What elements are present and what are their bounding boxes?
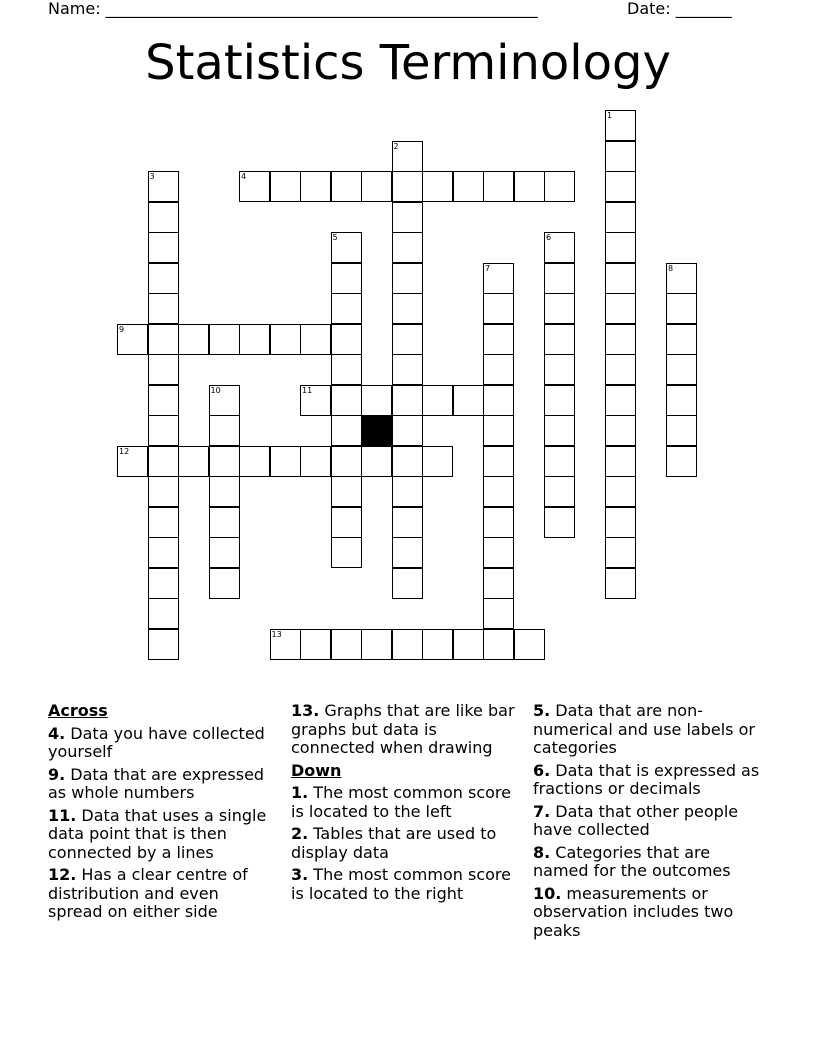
grid-cell[interactable] xyxy=(209,385,240,416)
grid-cell[interactable] xyxy=(331,324,362,355)
grid-cell[interactable] xyxy=(605,263,636,294)
grid-cell[interactable] xyxy=(392,476,423,507)
grid-cell[interactable] xyxy=(483,629,514,660)
grid-cell[interactable] xyxy=(239,324,270,355)
clue-item xyxy=(291,825,523,862)
grid-cell[interactable] xyxy=(422,446,453,477)
grid-cell[interactable] xyxy=(178,324,209,355)
grid-cell[interactable] xyxy=(544,263,575,294)
grid-cell[interactable] xyxy=(300,446,331,477)
grid-cell[interactable] xyxy=(300,385,331,416)
grid-cell[interactable] xyxy=(148,598,179,629)
grid-cell[interactable] xyxy=(148,629,179,660)
grid-cell[interactable] xyxy=(605,476,636,507)
grid-cell[interactable] xyxy=(361,446,392,477)
grid-cell[interactable] xyxy=(483,324,514,355)
grid-cell[interactable] xyxy=(392,568,423,599)
clue-item-number: 13. xyxy=(291,701,320,720)
grid-cell[interactable] xyxy=(453,629,484,660)
grid-cell[interactable] xyxy=(392,324,423,355)
grid-cell[interactable] xyxy=(666,293,697,324)
clue-item-number: 1. xyxy=(291,783,309,802)
clue-item xyxy=(48,807,278,863)
grid-cell[interactable] xyxy=(209,507,240,538)
grid-cell[interactable] xyxy=(148,385,179,416)
clue-item-number: 5. xyxy=(533,701,551,720)
grid-cell[interactable] xyxy=(544,415,575,446)
clue-item-text: Data that uses a single data point that is then connected by a lines xyxy=(48,805,267,862)
grid-cell[interactable] xyxy=(483,507,514,538)
grid-cell[interactable] xyxy=(666,446,697,477)
grid-cell[interactable] xyxy=(483,263,514,294)
grid-cell[interactable] xyxy=(148,202,179,233)
grid-cell[interactable] xyxy=(392,141,423,172)
grid-cell[interactable] xyxy=(666,324,697,355)
grid-cell[interactable] xyxy=(666,415,697,446)
clues-column-3 xyxy=(533,702,763,944)
across-clue-list-continued xyxy=(291,702,523,758)
clue-item-text: Data that other people have collected xyxy=(533,801,739,839)
grid-cell[interactable] xyxy=(605,537,636,568)
grid-cell[interactable] xyxy=(239,446,270,477)
grid-cell[interactable] xyxy=(148,263,179,294)
grid-cell[interactable] xyxy=(331,293,362,324)
grid-cell[interactable] xyxy=(544,385,575,416)
grid-cell[interactable] xyxy=(209,415,240,446)
clue-item-text: The most common score is located to the right xyxy=(291,865,511,903)
grid-cell[interactable] xyxy=(331,629,362,660)
clue-item-number: 12. xyxy=(48,865,77,884)
grid-cell[interactable] xyxy=(544,476,575,507)
grid-cell[interactable] xyxy=(392,385,423,416)
grid-cell[interactable] xyxy=(483,537,514,568)
grid-cell[interactable] xyxy=(605,385,636,416)
clue-item xyxy=(291,866,523,903)
grid-cell[interactable] xyxy=(453,171,484,202)
clue-item-number: 3. xyxy=(291,865,309,884)
grid-cell[interactable] xyxy=(331,476,362,507)
clue-number: 5 xyxy=(332,233,338,242)
grid-cell[interactable] xyxy=(422,171,453,202)
grid-cell[interactable] xyxy=(392,293,423,324)
grid-cell[interactable] xyxy=(605,293,636,324)
grid-cell[interactable] xyxy=(209,537,240,568)
grid-cell[interactable] xyxy=(117,324,148,355)
grid-cell[interactable] xyxy=(148,446,179,477)
clue-item-text: Tables that are used to display data xyxy=(291,824,497,862)
grid-cell[interactable] xyxy=(148,568,179,599)
clue-item xyxy=(533,885,763,941)
clue-number: 1 xyxy=(607,111,613,120)
clue-number: 9 xyxy=(119,324,125,334)
grid-cell[interactable] xyxy=(483,476,514,507)
grid-cell[interactable] xyxy=(483,354,514,385)
clue-item-number: 4. xyxy=(48,723,66,743)
grid-cell[interactable] xyxy=(666,385,697,416)
down-heading: Down xyxy=(291,760,342,780)
grid-cell[interactable] xyxy=(605,507,636,538)
grid-cell[interactable] xyxy=(605,446,636,477)
grid-cell[interactable] xyxy=(392,202,423,233)
clue-item xyxy=(48,766,278,803)
clue-number: 11 xyxy=(302,385,313,395)
grid-cell[interactable] xyxy=(483,568,514,599)
grid-cell[interactable] xyxy=(300,324,331,355)
grid-cell[interactable] xyxy=(148,232,179,263)
clue-item-number: 10. xyxy=(533,883,562,903)
grid-cell[interactable] xyxy=(361,629,392,660)
clue-number: 13 xyxy=(271,629,282,639)
grid-cell[interactable] xyxy=(239,171,270,202)
clue-item-number: 11. xyxy=(48,805,77,825)
grid-cell[interactable] xyxy=(392,537,423,568)
grid-cell[interactable] xyxy=(331,232,362,263)
grid-cell[interactable] xyxy=(392,354,423,385)
grid-cell[interactable] xyxy=(270,171,301,202)
grid-cell[interactable] xyxy=(392,263,423,294)
grid-cell[interactable] xyxy=(605,415,636,446)
grid-cell[interactable] xyxy=(331,263,362,294)
grid-cell[interactable] xyxy=(300,171,331,202)
clue-item-number: 2. xyxy=(291,824,309,843)
down-clue-list-continued xyxy=(533,702,763,940)
clue-item-text: Data that is expressed as fractions or decimals xyxy=(533,760,760,798)
clue-item-text: measurements or observation includes two peaks xyxy=(533,883,734,940)
grid-cell[interactable] xyxy=(270,324,301,355)
grid-cell[interactable] xyxy=(514,171,545,202)
grid-cell[interactable] xyxy=(422,629,453,660)
grid-cell[interactable] xyxy=(148,171,179,202)
clue-item xyxy=(48,866,278,922)
grid-cell[interactable] xyxy=(148,354,179,385)
grid-cell[interactable] xyxy=(148,415,179,446)
clue-item-text: The most common score is located to the left xyxy=(291,783,511,821)
grid-cell[interactable] xyxy=(514,629,545,660)
clue-item-text: Data you have collected yourself xyxy=(48,723,265,761)
grid-cell[interactable] xyxy=(148,324,179,355)
clue-item-number: 7. xyxy=(533,801,551,821)
grid-cell[interactable] xyxy=(331,537,362,568)
clues-column-2 xyxy=(291,702,523,907)
grid-cell[interactable] xyxy=(209,324,240,355)
grid-cell[interactable] xyxy=(605,354,636,385)
grid-cell[interactable] xyxy=(483,293,514,324)
grid-cell[interactable] xyxy=(331,354,362,385)
clue-item-number: 9. xyxy=(48,764,66,784)
grid-cell[interactable] xyxy=(605,171,636,202)
clue-item-number: 8. xyxy=(533,842,551,862)
grid-cell[interactable] xyxy=(270,629,301,660)
grid-cell[interactable] xyxy=(361,171,392,202)
grid-cell[interactable] xyxy=(483,446,514,477)
grid-cell[interactable] xyxy=(605,324,636,355)
clue-item xyxy=(533,702,763,758)
grid-cell[interactable] xyxy=(544,507,575,538)
clue-item xyxy=(533,844,763,881)
grid-cell[interactable] xyxy=(544,354,575,385)
grid-cell[interactable] xyxy=(117,446,148,477)
name-blank[interactable]: ______________________________________________________ xyxy=(105,0,538,18)
grid-cell[interactable] xyxy=(331,415,362,446)
clue-number: 8 xyxy=(668,263,674,273)
clue-item-text: Graphs that are like bar graphs but data is connected when drawing xyxy=(291,701,515,757)
clue-item xyxy=(48,725,278,762)
grid-cell[interactable] xyxy=(605,202,636,233)
clue-number: 3 xyxy=(149,172,155,181)
grid-cell[interactable] xyxy=(209,446,240,477)
grid-cell[interactable] xyxy=(544,293,575,324)
grid-cell[interactable] xyxy=(392,507,423,538)
date-blank[interactable]: _______ xyxy=(675,0,732,18)
grid-cell[interactable] xyxy=(392,446,423,477)
clue-item-text: Has a clear centre of distribution and even spread on either side xyxy=(48,865,248,921)
grid-cell[interactable] xyxy=(605,568,636,599)
grid-cell[interactable] xyxy=(148,293,179,324)
grid-cell[interactable] xyxy=(544,324,575,355)
grid-cell[interactable] xyxy=(483,385,514,416)
grid-cell[interactable] xyxy=(483,415,514,446)
grid-cell[interactable] xyxy=(605,141,636,172)
clue-item-text: Data that are non-numerical and use labels or categories xyxy=(533,701,755,757)
clue-item-text: Categories that are named for the outcomes xyxy=(533,842,731,880)
grid-cell[interactable] xyxy=(331,507,362,538)
date-label: Date: xyxy=(627,0,671,18)
grid-cell[interactable] xyxy=(544,232,575,263)
grid-cell[interactable] xyxy=(605,110,636,141)
page-title: Statistics Terminology xyxy=(145,35,671,91)
grid-cell[interactable] xyxy=(422,385,453,416)
grid-cell[interactable] xyxy=(483,171,514,202)
clue-item-text: Data that are expressed as whole numbers xyxy=(48,764,265,802)
grid-cell[interactable] xyxy=(392,629,423,660)
grid-cell[interactable] xyxy=(605,232,636,263)
grid-cell[interactable] xyxy=(331,171,362,202)
clue-item-number: 6. xyxy=(533,760,551,780)
grid-cell[interactable] xyxy=(666,263,697,294)
grid-cell[interactable] xyxy=(148,537,179,568)
grid-cell[interactable] xyxy=(331,446,362,477)
clue-item xyxy=(533,803,763,840)
clue-number: 10 xyxy=(210,385,221,395)
name-label: Name: xyxy=(48,0,101,18)
down-clue-list xyxy=(291,784,523,903)
black-cell xyxy=(361,415,392,446)
grid-cell[interactable] xyxy=(392,171,423,202)
clue-item xyxy=(533,762,763,799)
clue-item xyxy=(291,702,523,758)
grid-cell[interactable] xyxy=(544,446,575,477)
grid-cell[interactable] xyxy=(392,415,423,446)
grid-cell[interactable] xyxy=(178,446,209,477)
clue-number: 4 xyxy=(241,172,247,181)
grid-cell[interactable] xyxy=(483,598,514,629)
grid-cell[interactable] xyxy=(666,354,697,385)
grid-cell[interactable] xyxy=(148,476,179,507)
clue-number: 2 xyxy=(393,141,399,151)
across-clue-list xyxy=(48,725,278,922)
grid-cell[interactable] xyxy=(209,568,240,599)
clues-column-1 xyxy=(48,702,278,926)
clue-number: 12 xyxy=(119,446,130,456)
grid-cell[interactable] xyxy=(270,446,301,477)
across-heading: Across xyxy=(48,701,108,720)
grid-cell[interactable] xyxy=(148,507,179,538)
grid-cell[interactable] xyxy=(544,171,575,202)
clue-item xyxy=(291,784,523,821)
grid-cell[interactable] xyxy=(300,629,331,660)
grid-cell[interactable] xyxy=(392,232,423,263)
clue-number: 7 xyxy=(485,263,491,273)
grid-cell[interactable] xyxy=(331,385,362,416)
clue-number: 6 xyxy=(546,233,552,242)
grid-cell[interactable] xyxy=(453,385,484,416)
grid-cell[interactable] xyxy=(361,385,392,416)
grid-cell[interactable] xyxy=(209,476,240,507)
